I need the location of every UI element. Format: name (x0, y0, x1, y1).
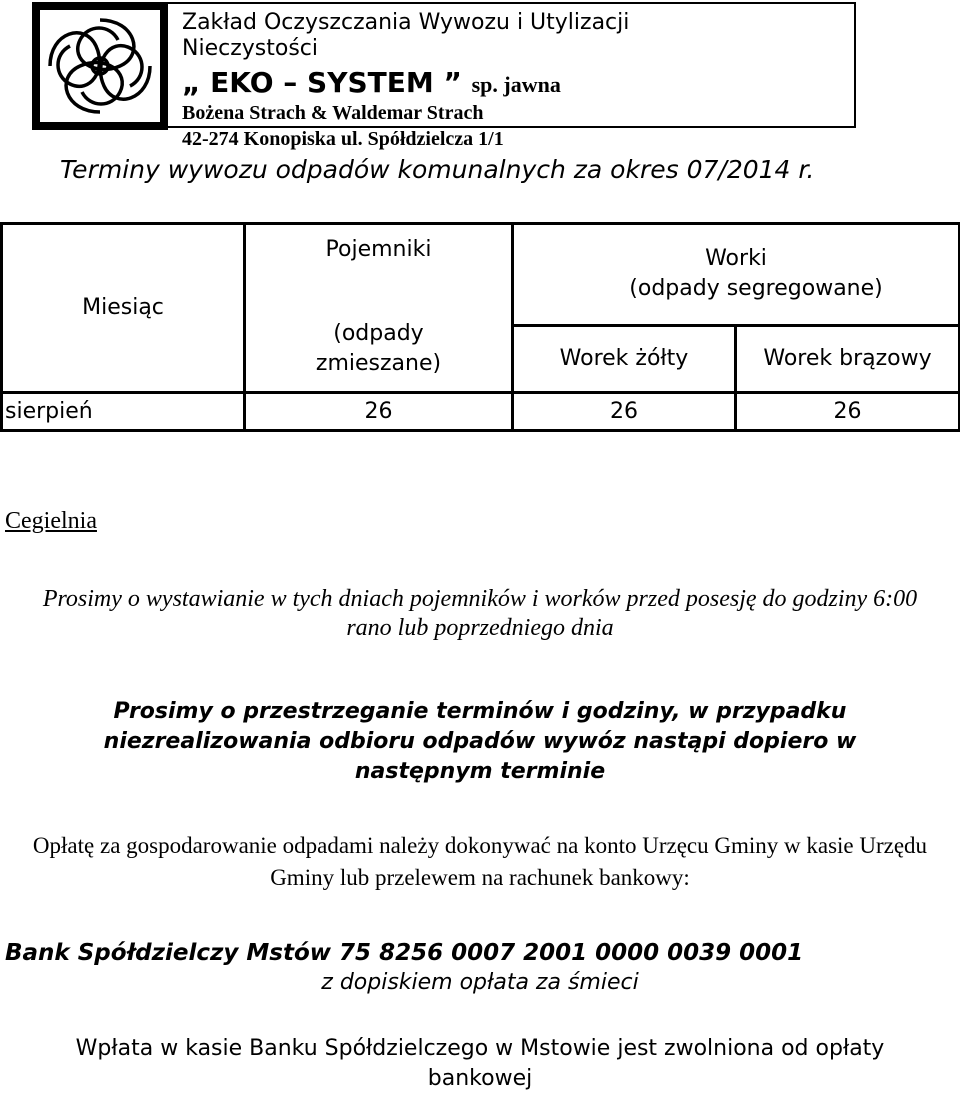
schedule-table (0, 222, 960, 432)
row-month: sierpień (2, 393, 245, 431)
payment-note: Opłatę za gospodarowanie odpadami należy dokonywać na konto Urzęcu Gminy w kasie Urzędu Gminy lub przelewem na rachunek bankowy: (32, 833, 928, 890)
brand-line (182, 66, 561, 99)
logo (32, 2, 168, 130)
brand-open-quote: „ (182, 66, 201, 99)
company-name-line2: Nieczystości (182, 36, 318, 61)
owners: Bożena Strach & Waldemar Strach (182, 102, 484, 124)
brand-close-quote: ” (443, 66, 462, 99)
fee-note: Wpłata w kasie Banku Spółdzielczego w Mstowie jest zwolniona od opłaty bankowej (75, 1036, 885, 1091)
header-month: Miesiąc (2, 224, 245, 393)
header-bags-sub: (odpady segregowane) (629, 276, 883, 302)
header-yellow-bag: Worek żółty (513, 325, 736, 392)
header-containers-sub: (odpady zmieszane) (315, 321, 442, 376)
bank-note: z dopiskiem opłata za śmieci (321, 970, 639, 995)
header-bags-label: Worki (705, 246, 767, 272)
row-containers: 26 (245, 393, 513, 431)
schedule-note: Prosimy o przestrzeganie terminów i godziny, w przypadku niezrealizowania odbioru odpadów wywóz nastąpi dopiero w następnym terminie (103, 699, 857, 784)
company-address: 42-274 Konopiska ul. Spółdzielcza 1/1 (182, 128, 504, 150)
header-containers-label: Pojemniki (325, 237, 432, 262)
header-containers (245, 224, 513, 393)
row-brown: 26 (736, 393, 960, 431)
document-title: Terminy wywozu odpadów komunalnych za okres 07/2014 r. (60, 155, 815, 184)
header-bags (513, 224, 960, 326)
brand-name: EKO – SYSTEM (210, 66, 434, 99)
table-row (2, 393, 960, 431)
legal-form: sp. jawna (471, 72, 561, 97)
celtic-knot-icon (40, 10, 160, 122)
bank-account: Bank Spółdzielczy Mstów 75 8256 0007 2001 0000 0039 0001 (5, 940, 804, 966)
placement-note: Prosimy o wystawianie w tych dniach pojemników i worków przed posesję do godziny 6:00 rano lub poprzedniego dnia (42, 586, 918, 641)
company-name-line1: Zakład Oczyszczania Wywozu i Utylizacji (182, 10, 630, 35)
row-yellow: 26 (513, 393, 736, 431)
location-name: Cegielnia (5, 508, 97, 534)
header-brown-bag: Worek brązowy (736, 325, 960, 392)
